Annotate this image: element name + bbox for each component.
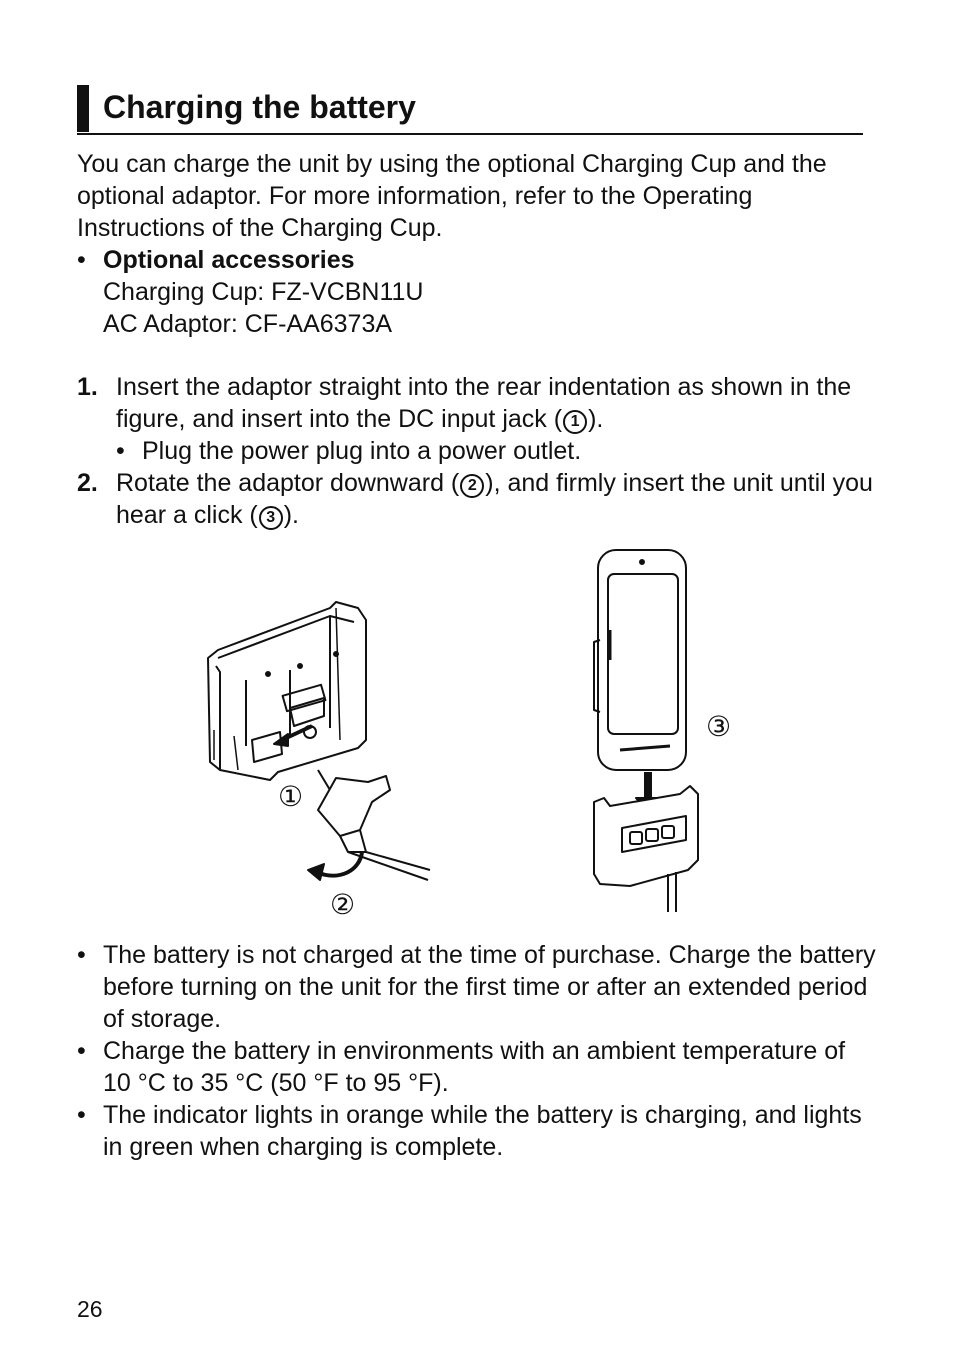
step-text: ). [588,405,604,433]
header-bar-mark [77,85,89,132]
subitem-text: Plug the power plug into a power outlet. [142,437,582,465]
adaptor-plug-illustration [318,770,430,880]
intro-paragraph: You can charge the unit by using the optional Charging Cup and the optional adaptor. For more information, refer to the Operating Instructions of the Charging Cup. [77,150,827,242]
step-text: Insert the adaptor straight into the rear indentation as shown in the figure, and insert into the DC input jack ( [116,373,852,433]
accessory-item: Charging Cup: FZ-VCBN11U [103,278,424,306]
note-item [77,939,877,1035]
accessory-item: AC Adaptor: CF-AA6373A [103,310,393,338]
charging-cup-illustration [208,602,366,780]
rotate-arrow-2 [308,852,362,880]
callout-marker: 3 [259,506,283,530]
steps-list [77,371,877,531]
callout-marker: 1 [563,410,587,434]
bullet: • [77,941,86,969]
page-number: 26 [77,1296,103,1322]
step-number: 2. [77,469,98,497]
callout-3: ③ [706,711,732,742]
step-1-subitem [116,435,877,467]
step-2 [77,467,877,531]
accessories-list [77,244,877,340]
step-number: 1. [77,373,98,401]
callout-2: ② [330,889,356,920]
accessories-heading: Optional accessories [103,246,355,274]
bullet: • [116,437,125,465]
charging-illustration [190,540,770,925]
step-1 [77,371,877,467]
callout-1: ① [278,781,304,812]
bullet: • [77,1101,86,1129]
page-title: Charging the battery [103,89,416,125]
note-text: Charge the battery in environments with an ambient temperature of 10 °C to 35 °C (50 °F to 95 °F). [103,1037,846,1097]
step-text: ). [283,501,299,529]
note-text: The indicator lights in orange while the battery is charging, and lights in green when charging is complete. [103,1101,862,1161]
bullet: • [77,246,86,274]
callout-marker: 2 [460,474,484,498]
charging-cup-right-illustration [594,786,698,912]
section-header [77,85,863,135]
bullet: • [77,1037,86,1065]
notes-list [77,939,877,1163]
note-item [77,1035,877,1099]
note-item [77,1099,877,1163]
step-text: Rotate the adaptor downward ( [116,469,460,497]
handheld-device-illustration [594,550,686,770]
step-text: ), and firmly insert the unit until you hear a click ( [116,469,873,529]
note-text: The battery is not charged at the time of purchase. Charge the battery before turning on the unit for the first time or after an extended period of storage. [103,941,876,1033]
